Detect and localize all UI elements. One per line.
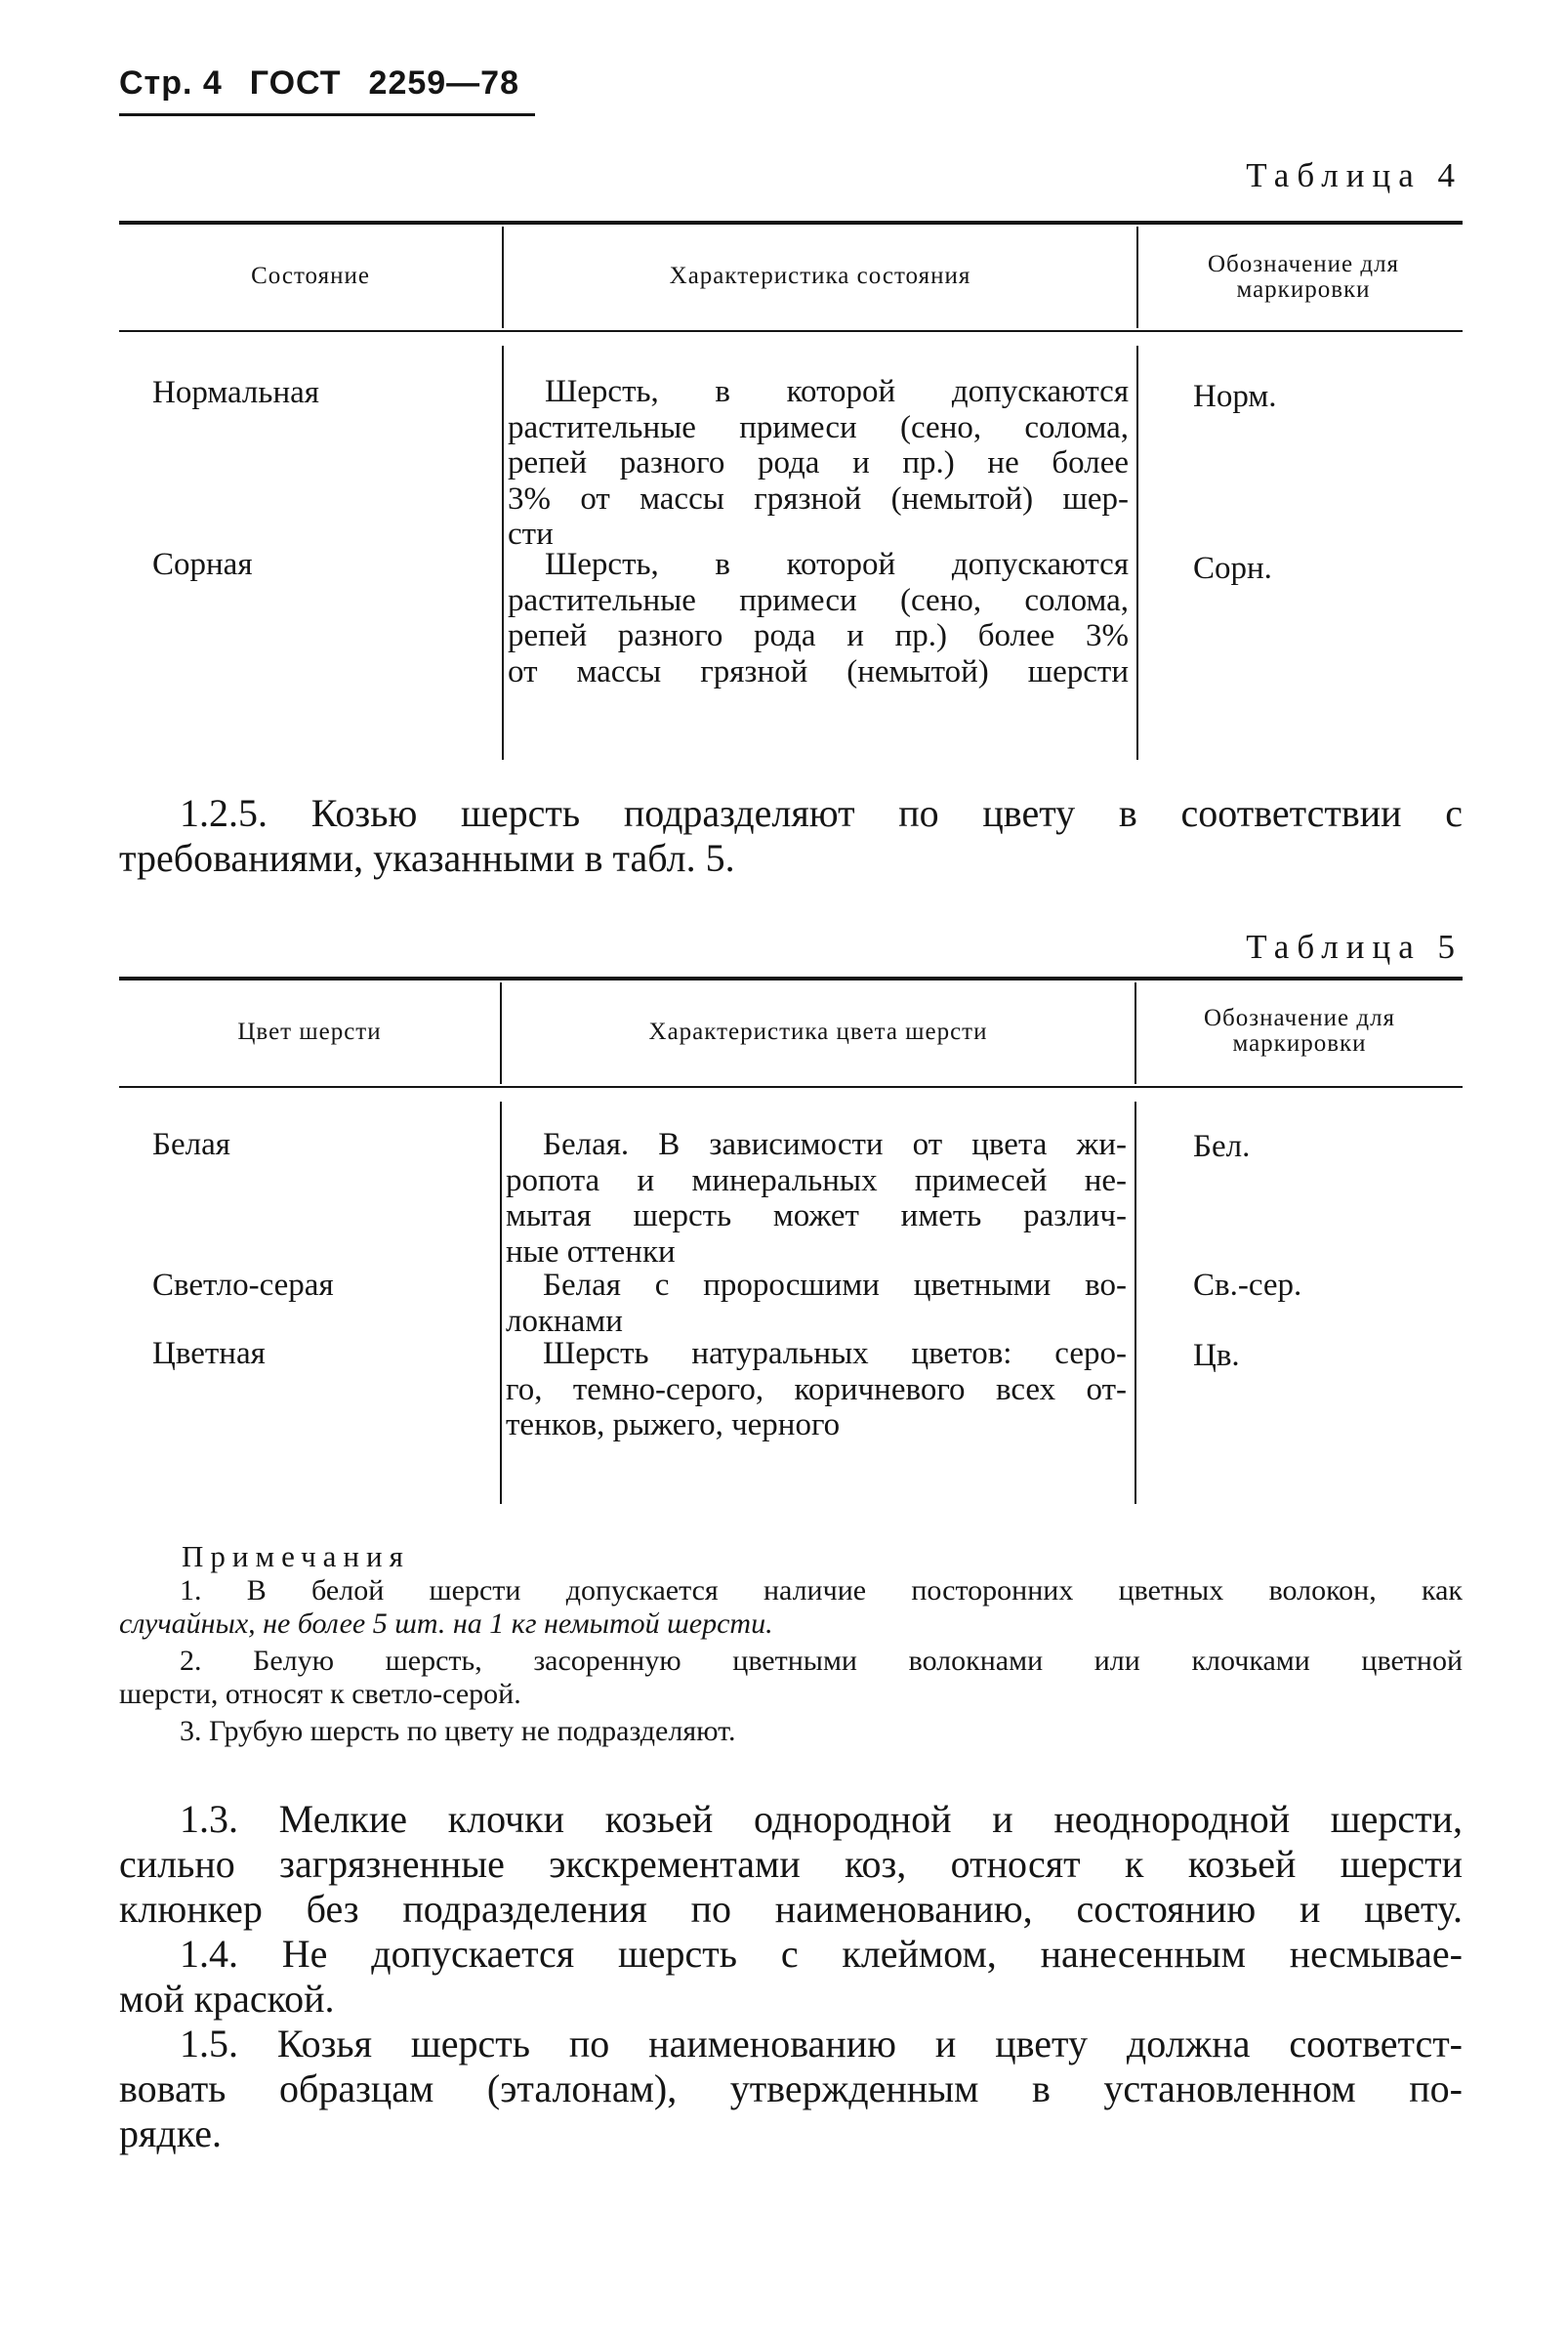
table4-body-divider-2: [1136, 346, 1138, 760]
table5-row-name: Белая: [152, 1127, 230, 1162]
table5-header-divider-2: [1135, 982, 1136, 1084]
paragraph-line: вовать образцам (эталонам), утвержденным в установленном по-: [119, 2066, 1463, 2110]
table5-row-mark: Бел.: [1193, 1129, 1251, 1164]
note-line: 2. Белую шерсть, засоренную цветными волокнами или клочками цветной: [180, 1645, 1463, 1677]
note-item: [119, 1645, 1463, 1711]
description-line: мытая шерсть может иметь различ-: [506, 1198, 1127, 1233]
table5-col-characteristic: Характеристика цвета шерсти: [648, 1019, 988, 1045]
description-line: сти: [508, 517, 554, 552]
table5-body-divider-2: [1135, 1102, 1136, 1504]
paragraph-line: требованиями, указанными в табл. 5.: [119, 836, 735, 880]
description-line: ные оттенки: [506, 1233, 676, 1270]
table5-col-marking: Обозначение для маркировки: [1203, 1005, 1396, 1057]
description-line: го, темно-серого, коричневого всех от-: [506, 1371, 1127, 1407]
paragraph-line: 1.5. Козья шерсть по наименованию и цвету должна соответст-: [180, 2022, 1463, 2066]
description-line: репей разного рода и пр.) более 3%: [508, 618, 1129, 653]
paragraph-line: 1.2.5. Козью шерсть подразделяют по цвету в соответствии с: [180, 791, 1463, 835]
standard-label: ГОСТ: [249, 64, 342, 102]
page-header: [119, 64, 547, 103]
paragraph-1-3: [119, 1797, 1463, 1932]
standard-number: 2259—78: [368, 64, 519, 102]
description-line: Шерсть натуральных цветов: серо-: [543, 1336, 1127, 1371]
note-line: 1. В белой шерсти допускается наличие посторонних цветных волокон, как: [180, 1574, 1463, 1607]
page-number: Стр. 4: [119, 64, 223, 102]
description-line: 3% от массы грязной (немытой) шер-: [508, 480, 1129, 517]
table4-body-divider-1: [502, 346, 504, 760]
description-line: тенков, рыжего, черного: [506, 1407, 841, 1442]
table5-row-description: [506, 1336, 1127, 1443]
description-line: от массы грязной (немытой) шерсти: [508, 653, 1129, 689]
table5-row-mark: Цв.: [1193, 1338, 1240, 1373]
description-line: Шерсть, в которой допускаются: [545, 547, 1129, 582]
description-line: ропота и минеральных примесей не-: [506, 1162, 1127, 1198]
paragraph-line: сильно загрязненные экскрементами коз, относят к козьей шерсти: [119, 1842, 1463, 1886]
table4-row-name: Нормальная: [152, 375, 319, 410]
description-line: локнами: [506, 1303, 623, 1339]
paragraph-line: 1.4. Не допускается шерсть с клеймом, нанесенным несмывае-: [180, 1932, 1463, 1976]
paragraph-line: 1.3. Мелкие клочки козьей однородной и неоднородной шерсти,: [180, 1797, 1463, 1841]
paragraph-1-5: [119, 2022, 1463, 2156]
table4-col-state: Состояние: [251, 263, 370, 289]
table5-header-rule: [119, 1086, 1463, 1088]
table4-top-rule: [119, 221, 1463, 225]
description-line: растительные примеси (сено, солома,: [508, 582, 1129, 618]
table5-caption: Таблица 5: [1246, 928, 1463, 966]
paragraph-1-2-5: [119, 791, 1463, 881]
description-line: растительные примеси (сено, солома,: [508, 409, 1129, 445]
note-item: [119, 1574, 1463, 1641]
table5-row-name: Светло-серая: [152, 1268, 334, 1303]
table4-caption: Таблица 4: [1246, 156, 1463, 194]
table5-body-divider-1: [500, 1102, 502, 1504]
header-rule: [119, 113, 535, 116]
description-line: Шерсть, в которой допускаются: [545, 374, 1129, 409]
table4-col-characteristic: Характеристика состояния: [669, 263, 971, 289]
description-line: репей разного рода и пр.) не более: [508, 445, 1129, 480]
table4-header-divider-2: [1136, 227, 1138, 328]
table5-row-description: [506, 1127, 1127, 1270]
notes-title: Примечания: [182, 1539, 410, 1573]
table5-row-name: Цветная: [152, 1336, 266, 1371]
note-line: случайных, не более 5 шт. на 1 кг немытой шерсти.: [119, 1607, 773, 1640]
table4-row-mark: Норм.: [1193, 379, 1277, 414]
table4-col-marking: Обозначение для маркировки: [1207, 251, 1400, 303]
table5-col-color: Цвет шерсти: [237, 1019, 382, 1045]
note-line: 3. Грубую шерсть по цвету не подразделяют.: [180, 1715, 736, 1747]
paragraph-line: рядке.: [119, 2111, 222, 2155]
table4-header-rule: [119, 330, 1463, 332]
note-item: [119, 1715, 1463, 1748]
description-line: Белая. В зависимости от цвета жи-: [543, 1127, 1127, 1162]
paragraph-line: мой краской.: [119, 1977, 335, 2021]
paragraph-1-4: [119, 1932, 1463, 2022]
note-line: шерсти, относят к светло-серой.: [119, 1678, 521, 1710]
table5-row-mark: Св.-сер.: [1193, 1268, 1302, 1303]
paragraph-line: клюнкер без подразделения по наименованию, состоянию и цвету.: [119, 1887, 1463, 1931]
table5-row-description: [506, 1268, 1127, 1339]
table4-row-description: [508, 374, 1129, 553]
description-line: Белая с проросшими цветными во-: [543, 1268, 1127, 1303]
table4-row-mark: Сорн.: [1193, 551, 1272, 586]
table5-top-rule: [119, 977, 1463, 981]
table4-row-description: [508, 547, 1129, 689]
table4-row-name: Сорная: [152, 547, 253, 582]
